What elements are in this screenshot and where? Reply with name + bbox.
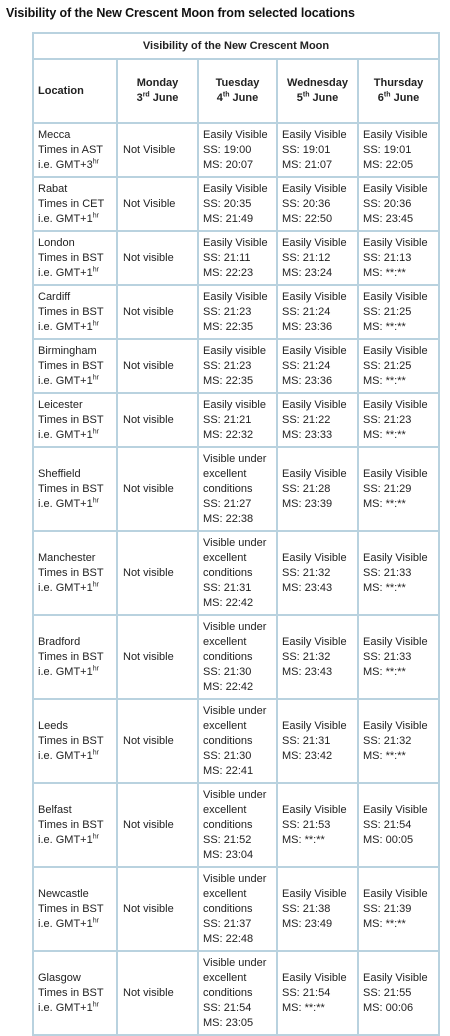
city-name: London: [38, 236, 75, 249]
day-date: 5th June: [296, 91, 339, 104]
visibility-line: SS: 21:25: [363, 359, 412, 372]
monday-cell: Not visible: [117, 285, 198, 339]
table-row: [33, 447, 439, 531]
city-name: Sheffield: [38, 467, 81, 480]
visibility-line: SS: 21:31: [282, 734, 331, 747]
thursday-cell: [358, 531, 439, 615]
visibility-line: MS: 22:42: [203, 596, 254, 609]
monday-cell: Not visible: [117, 393, 198, 447]
tuesday-cell: [198, 699, 277, 783]
gmt-suffix: hr: [92, 157, 99, 165]
wednesday-cell: [277, 783, 358, 867]
visibility-line: excellent: [203, 971, 247, 984]
table-row: [33, 285, 439, 339]
visibility-line: SS: 19:01: [363, 143, 412, 156]
wednesday-cell: [277, 951, 358, 1035]
visibility-line: Easily Visible: [282, 344, 347, 357]
gmt-suffix: hr: [92, 1000, 99, 1008]
visibility-line: MS: 23:36: [282, 374, 333, 387]
city-name: Bradford: [38, 635, 81, 648]
gmt-suffix: hr: [92, 319, 99, 327]
visibility-line: SS: 21:21: [203, 413, 252, 426]
wednesday-cell: [277, 699, 358, 783]
day-name: Wednesday: [287, 77, 348, 89]
visibility-line: Easily Visible: [282, 887, 347, 900]
monday-cell: Not visible: [117, 615, 198, 699]
wednesday-cell: [277, 123, 358, 177]
visibility-line: Visible under: [203, 620, 267, 633]
visibility-line: SS: 19:00: [203, 143, 252, 156]
gmt-suffix: hr: [92, 748, 99, 756]
visibility-line: SS: 20:36: [282, 197, 331, 210]
visibility-line: Easily Visible: [282, 551, 347, 564]
gmt-offset: i.e. $GMT+1^{hr}$: [38, 319, 99, 333]
visibility-line: conditions: [203, 650, 253, 663]
visibility-line: Visible under: [203, 788, 267, 801]
tuesday-cell: [198, 123, 277, 177]
tuesday-cell: [198, 339, 277, 393]
gmt-offset: i.e. $GMT+1^{hr}$: [38, 580, 99, 594]
monday-cell: Not visible: [117, 447, 198, 531]
visibility-line: SS: 20:35: [203, 197, 252, 210]
gmt-offset: i.e. $GMT+1^{hr}$: [38, 265, 99, 279]
visibility-line: SS: 20:36: [363, 197, 412, 210]
visibility-line: SS: 19:01: [282, 143, 331, 156]
visibility-line: conditions: [203, 566, 253, 579]
visibility-line: SS: 21:38: [282, 902, 331, 915]
city-name: Glasgow: [38, 971, 81, 984]
gmt-offset: i.e. $GMT+1^{hr}$: [38, 211, 99, 225]
visibility-line: MS: 23:24: [282, 266, 333, 279]
visibility-line: SS: 21:22: [282, 413, 331, 426]
visibility-line: Easily visible: [203, 344, 266, 357]
table-row: [33, 867, 439, 951]
visibility-line: excellent: [203, 719, 247, 732]
city-name: Birmingham: [38, 344, 97, 357]
visibility-line: MS: 22:50: [282, 212, 333, 225]
visibility-line: SS: 21:39: [363, 902, 412, 915]
time-zone: Times in BST: [38, 734, 104, 747]
visibility-line: Easily Visible: [203, 128, 268, 141]
city-name: Belfast: [38, 803, 72, 816]
city-name: Cardiff: [38, 290, 71, 303]
visibility-line: MS: 22:32: [203, 428, 254, 441]
location-cell: [33, 393, 117, 447]
visibility-line: MS: **:**: [363, 266, 406, 279]
date-suffix: th: [383, 91, 391, 99]
time-zone: Times in BST: [38, 986, 104, 999]
monday-cell: Not visible: [117, 531, 198, 615]
day-date: 3rd June: [136, 91, 179, 104]
table-row: [33, 123, 439, 177]
visibility-line: conditions: [203, 986, 253, 999]
visibility-line: conditions: [203, 734, 253, 747]
visibility-line: Easily Visible: [363, 290, 428, 303]
day-column-header: [198, 59, 277, 123]
table-row: [33, 951, 439, 1035]
thursday-cell: [358, 867, 439, 951]
visibility-line: Easily Visible: [363, 344, 428, 357]
visibility-line: Easily Visible: [363, 803, 428, 816]
location-cell: [33, 285, 117, 339]
gmt-offset: i.e. $GMT+1^{hr}$: [38, 748, 99, 762]
visibility-line: Easily Visible: [363, 887, 428, 900]
visibility-line: MS: 22:23: [203, 266, 254, 279]
thursday-cell: [358, 123, 439, 177]
table-row: [33, 231, 439, 285]
monday-cell: Not visible: [117, 339, 198, 393]
visibility-line: MS: 23:49: [282, 917, 333, 930]
gmt-offset: i.e. $GMT+1^{hr}$: [38, 427, 99, 441]
visibility-line: SS: 21:32: [363, 734, 412, 747]
gmt-suffix: hr: [92, 916, 99, 924]
visibility-line: SS: 21:52: [203, 833, 252, 846]
table-row: [33, 393, 439, 447]
visibility-line: SS: 21:31: [203, 581, 252, 594]
visibility-line: Easily Visible: [363, 551, 428, 564]
visibility-line: SS: 21:53: [282, 818, 331, 831]
gmt-suffix: hr: [92, 427, 99, 435]
gmt-offset: i.e. $GMT+1^{hr}$: [38, 664, 99, 678]
table-row: [33, 531, 439, 615]
visibility-line: SS: 21:13: [363, 251, 412, 264]
city-name: Mecca: [38, 128, 71, 141]
visibility-line: conditions: [203, 902, 253, 915]
visibility-line: Easily Visible: [282, 467, 347, 480]
thursday-cell: [358, 339, 439, 393]
visibility-line: SS: 21:33: [363, 566, 412, 579]
visibility-line: MS: 21:07: [282, 158, 333, 171]
monday-cell: Not visible: [117, 699, 198, 783]
time-zone: Times in BST: [38, 359, 104, 372]
monday-cell: Not visible: [117, 951, 198, 1035]
visibility-line: MS: 23:39: [282, 497, 333, 510]
gmt-suffix: hr: [92, 580, 99, 588]
visibility-line: MS: **:**: [363, 917, 406, 930]
thursday-cell: [358, 285, 439, 339]
visibility-line: MS: **:**: [363, 497, 406, 510]
location-cell: [33, 447, 117, 531]
visibility-line: MS: 23:43: [282, 665, 333, 678]
table-row: [33, 339, 439, 393]
visibility-line: Easily Visible: [203, 236, 268, 249]
visibility-line: Easily Visible: [282, 236, 347, 249]
visibility-line: MS: 20:07: [203, 158, 254, 171]
visibility-line: Easily Visible: [363, 398, 428, 411]
visibility-line: Easily Visible: [282, 398, 347, 411]
tuesday-cell: [198, 531, 277, 615]
time-zone: Times in BST: [38, 482, 104, 495]
visibility-line: excellent: [203, 803, 247, 816]
visibility-line: MS: 22:38: [203, 512, 254, 525]
visibility-line: SS: 21:54: [203, 1001, 252, 1014]
location-cell: [33, 231, 117, 285]
visibility-line: SS: 21:33: [363, 650, 412, 663]
location-cell: [33, 867, 117, 951]
visibility-line: Easily visible: [203, 398, 266, 411]
gmt-suffix: hr: [92, 496, 99, 504]
tuesday-cell: [198, 783, 277, 867]
gmt-offset: i.e. $GMT+1^{hr}$: [38, 1000, 99, 1014]
tuesday-cell: [198, 951, 277, 1035]
visibility-line: Easily Visible: [282, 290, 347, 303]
tuesday-cell: [198, 285, 277, 339]
wednesday-cell: [277, 177, 358, 231]
visibility-line: MS: 22:48: [203, 932, 254, 945]
visibility-line: Easily Visible: [363, 128, 428, 141]
day-date: 4th June: [216, 91, 259, 104]
visibility-line: Visible under: [203, 872, 267, 885]
wednesday-cell: [277, 231, 358, 285]
tuesday-cell: [198, 615, 277, 699]
gmt-suffix: hr: [92, 211, 99, 219]
visibility-line: Easily Visible: [363, 467, 428, 480]
city-name: Rabat: [38, 182, 68, 195]
monday-cell: Not Visible: [117, 177, 198, 231]
visibility-line: Easily Visible: [282, 803, 347, 816]
time-zone: Times in BST: [38, 650, 104, 663]
visibility-line: Easily Visible: [282, 182, 347, 195]
day-column-header: [358, 59, 439, 123]
visibility-line: conditions: [203, 482, 253, 495]
time-zone: Times in AST: [38, 143, 103, 156]
time-zone: Times in BST: [38, 566, 104, 579]
location-cell: [33, 615, 117, 699]
gmt-offset: i.e. $GMT+3^{hr}$: [38, 157, 99, 171]
visibility-line: excellent: [203, 467, 247, 480]
wednesday-cell: [277, 867, 358, 951]
visibility-line: SS: 21:24: [282, 305, 331, 318]
visibility-line: SS: 21:27: [203, 497, 252, 510]
visibility-line: MS: 00:05: [363, 833, 414, 846]
visibility-line: MS: **:**: [363, 320, 406, 333]
visibility-line: SS: 21:37: [203, 917, 252, 930]
visibility-line: SS: 21:29: [363, 482, 412, 495]
visibility-line: Easily Visible: [282, 635, 347, 648]
visibility-line: SS: 21:23: [363, 413, 412, 426]
table-row: [33, 615, 439, 699]
location-cell: [33, 177, 117, 231]
visibility-line: MS: 22:41: [203, 764, 254, 777]
visibility-line: SS: 21:30: [203, 665, 252, 678]
visibility-line: SS: 21:54: [363, 818, 412, 831]
visibility-line: Easily Visible: [203, 182, 268, 195]
visibility-line: MS: **:**: [363, 749, 406, 762]
gmt-suffix: hr: [92, 832, 99, 840]
visibility-line: MS: **:**: [282, 1001, 325, 1014]
visibility-line: Visible under: [203, 536, 267, 549]
visibility-line: Easily Visible: [363, 635, 428, 648]
visibility-line: MS: 23:45: [363, 212, 414, 225]
table-row: [33, 783, 439, 867]
visibility-line: SS: 21:30: [203, 749, 252, 762]
day-column-header: [117, 59, 198, 123]
thursday-cell: [358, 783, 439, 867]
visibility-line: SS: 21:28: [282, 482, 331, 495]
monday-cell: Not visible: [117, 231, 198, 285]
thursday-cell: [358, 951, 439, 1035]
visibility-line: MS: 23:43: [282, 581, 333, 594]
visibility-line: SS: 21:23: [203, 305, 252, 318]
location-cell: [33, 783, 117, 867]
visibility-line: SS: 21:24: [282, 359, 331, 372]
visibility-line: excellent: [203, 551, 247, 564]
visibility-line: MS: 22:35: [203, 374, 254, 387]
tuesday-cell: [198, 231, 277, 285]
location-cell: [33, 951, 117, 1035]
wednesday-cell: [277, 285, 358, 339]
wednesday-cell: [277, 615, 358, 699]
tuesday-cell: [198, 447, 277, 531]
visibility-line: Easily Visible: [203, 290, 268, 303]
monday-cell: Not visible: [117, 867, 198, 951]
gmt-offset: i.e. $GMT+1^{hr}$: [38, 832, 99, 846]
visibility-line: MS: 23:42: [282, 749, 333, 762]
visibility-line: excellent: [203, 887, 247, 900]
thursday-cell: [358, 177, 439, 231]
day-name: Tuesday: [215, 77, 260, 89]
visibility-line: MS: 22:05: [363, 158, 414, 171]
visibility-line: MS: 23:33: [282, 428, 333, 441]
visibility-line: MS: 21:49: [203, 212, 254, 225]
visibility-line: SS: 21:23: [203, 359, 252, 372]
visibility-line: Visible under: [203, 956, 267, 969]
visibility-line: SS: 21:11: [203, 251, 251, 264]
gmt-offset: i.e. $GMT+1^{hr}$: [38, 496, 99, 510]
time-zone: Times in BST: [38, 305, 104, 318]
visibility-line: conditions: [203, 818, 253, 831]
table-caption: Visibility of the New Crescent Moon: [33, 33, 439, 59]
gmt-suffix: hr: [92, 373, 99, 381]
visibility-line: Visible under: [203, 704, 267, 717]
location-cell: [33, 339, 117, 393]
visibility-line: Easily Visible: [363, 182, 428, 195]
visibility-line: SS: 21:54: [282, 986, 331, 999]
visibility-line: MS: **:**: [363, 581, 406, 594]
table-row: [33, 177, 439, 231]
location-column-header: Location: [33, 59, 117, 123]
date-suffix: th: [222, 91, 230, 99]
thursday-cell: [358, 231, 439, 285]
visibility-line: SS: 21:32: [282, 650, 331, 663]
tuesday-cell: [198, 393, 277, 447]
gmt-offset: i.e. $GMT+1^{hr}$: [38, 373, 99, 387]
visibility-line: Easily Visible: [363, 236, 428, 249]
tuesday-cell: [198, 867, 277, 951]
date-suffix: th: [302, 91, 310, 99]
visibility-line: MS: 23:04: [203, 848, 254, 861]
thursday-cell: [358, 699, 439, 783]
visibility-line: MS: **:**: [282, 833, 325, 846]
wednesday-cell: [277, 393, 358, 447]
gmt-offset: i.e. $GMT+1^{hr}$: [38, 916, 99, 930]
time-zone: Times in CET: [38, 197, 105, 210]
location-cell: [33, 123, 117, 177]
time-zone: Times in BST: [38, 818, 104, 831]
city-name: Leicester: [38, 398, 83, 411]
visibility-line: Easily Visible: [282, 971, 347, 984]
day-date: 6th June: [377, 91, 420, 104]
city-name: Leeds: [38, 719, 68, 732]
visibility-line: SS: 21:32: [282, 566, 331, 579]
day-name: Monday: [136, 77, 179, 89]
monday-cell: Not visible: [117, 783, 198, 867]
visibility-line: MS: **:**: [363, 374, 406, 387]
day-column-header: [277, 59, 358, 123]
thursday-cell: [358, 447, 439, 531]
time-zone: Times in BST: [38, 413, 104, 426]
visibility-line: MS: **:**: [363, 665, 406, 678]
day-name: Thursday: [373, 77, 424, 89]
city-name: Newcastle: [38, 887, 89, 900]
visibility-line: excellent: [203, 635, 247, 648]
gmt-suffix: hr: [92, 664, 99, 672]
visibility-line: MS: 23:36: [282, 320, 333, 333]
visibility-line: SS: 21:55: [363, 986, 412, 999]
visibility-line: MS: 00:06: [363, 1001, 414, 1014]
location-cell: [33, 699, 117, 783]
thursday-cell: [358, 393, 439, 447]
page-heading: Visibility of the New Crescent Moon from selected locations: [6, 6, 355, 20]
visibility-line: MS: 22:35: [203, 320, 254, 333]
monday-cell: Not Visible: [117, 123, 198, 177]
visibility-line: Easily Visible: [363, 971, 428, 984]
visibility-table: [32, 32, 440, 1036]
time-zone: Times in BST: [38, 902, 104, 915]
visibility-line: MS: 22:42: [203, 680, 254, 693]
location-cell: [33, 531, 117, 615]
city-name: Manchester: [38, 551, 96, 564]
tuesday-cell: [198, 177, 277, 231]
visibility-line: Easily Visible: [363, 719, 428, 732]
time-zone: Times in BST: [38, 251, 104, 264]
visibility-line: Easily Visible: [282, 128, 347, 141]
visibility-line: Easily Visible: [282, 719, 347, 732]
table-row: [33, 699, 439, 783]
wednesday-cell: [277, 339, 358, 393]
visibility-line: SS: 21:12: [282, 251, 331, 264]
visibility-line: SS: 21:25: [363, 305, 412, 318]
gmt-suffix: hr: [92, 265, 99, 273]
date-suffix: rd: [142, 91, 150, 99]
visibility-line: MS: 23:05: [203, 1016, 254, 1029]
visibility-line: Visible under: [203, 452, 267, 465]
wednesday-cell: [277, 447, 358, 531]
wednesday-cell: [277, 531, 358, 615]
thursday-cell: [358, 615, 439, 699]
visibility-line: MS: **:**: [363, 428, 406, 441]
